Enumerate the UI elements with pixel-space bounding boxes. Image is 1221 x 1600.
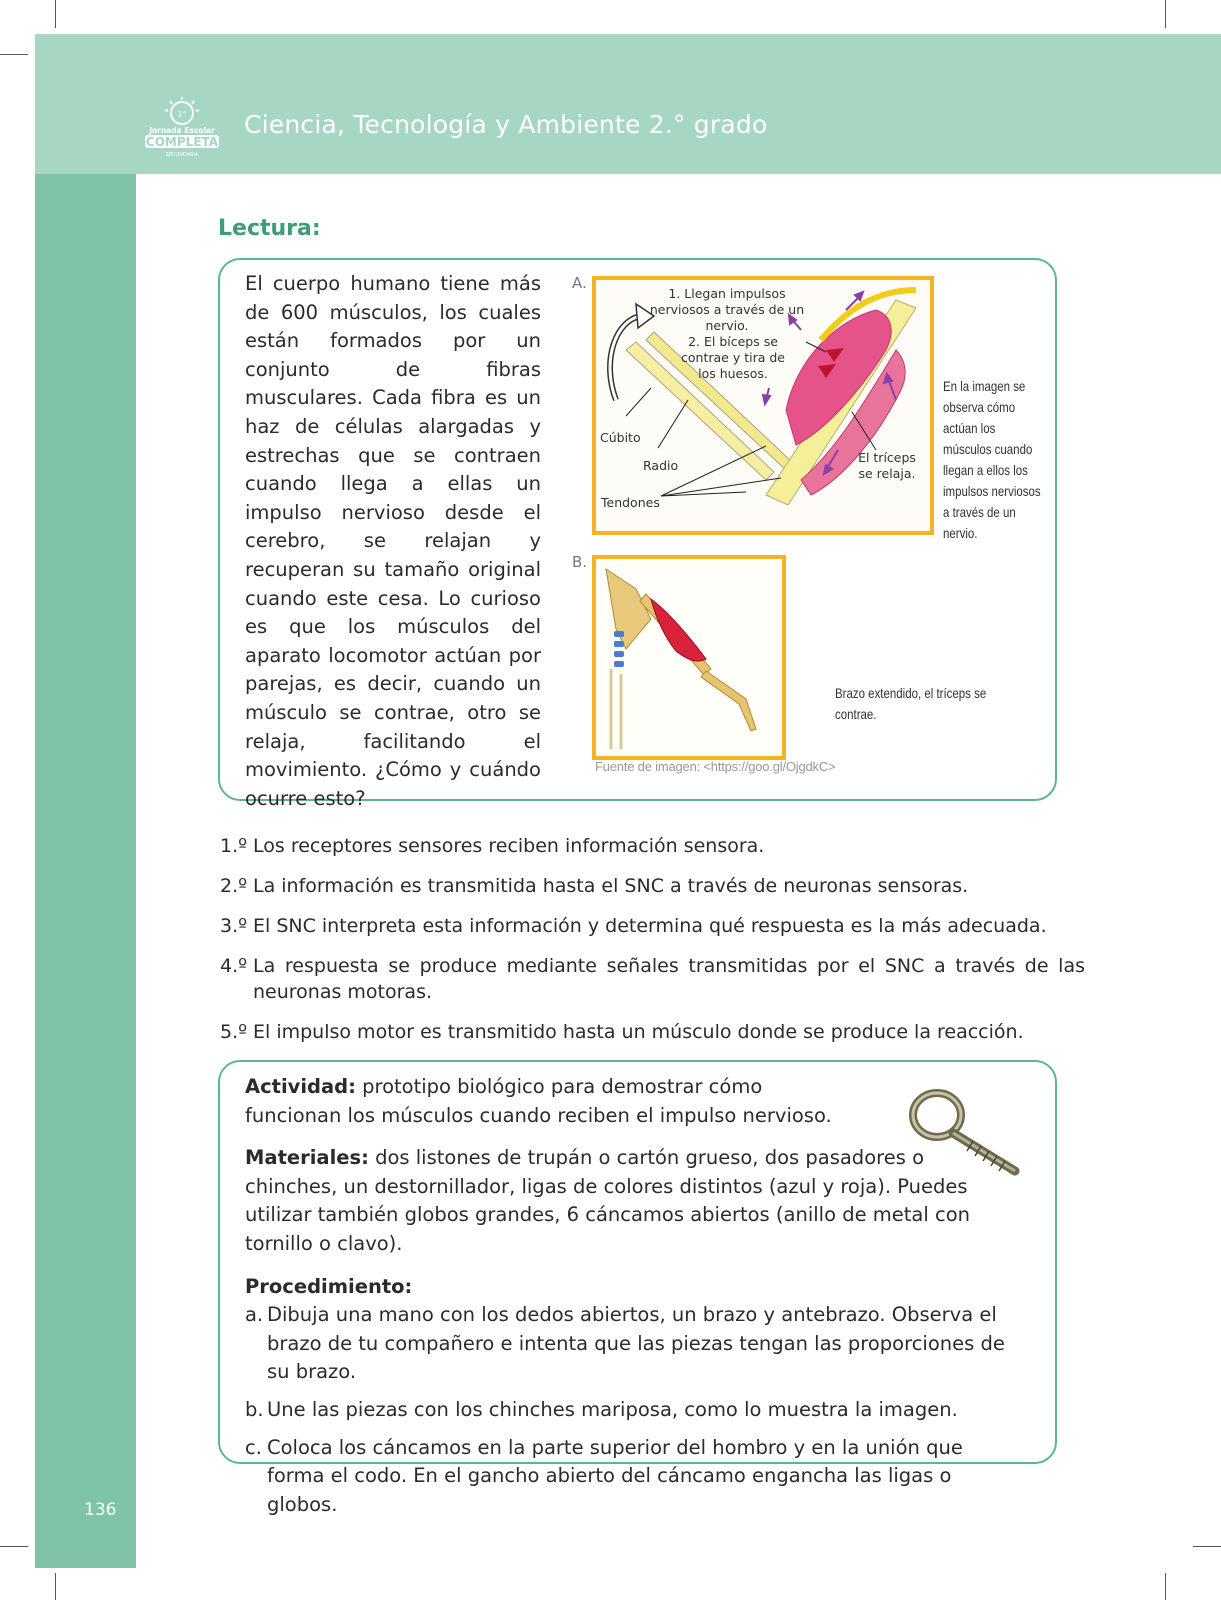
fig-label-triceps: El tríceps se relaja. <box>858 450 916 481</box>
fig-label-radio: Radio <box>643 458 679 473</box>
list-item <box>220 913 1085 939</box>
jornada-escolar-logo <box>143 96 221 158</box>
step-number: 2.º <box>220 875 248 897</box>
fig-label-step2: 2. El bíceps se contrae y tira de los huesos. <box>681 334 785 381</box>
reading-text: El cuerpo humano tiene más de 600 músculos, los cuales están formados por un conjunto de fibras musculares. Cada fibra es un haz de células alargadas y estrechas que se contraen cuando llega a ellas un impulso nervioso desde el cerebro, se relajan y recuperan su tamaño original cuando este cesa. Lo curioso es que los músculos del aparato locomotor actúan por parejas, es decir, cuando un músculo se contrae, otro se relaja, facilitando el movimiento. ¿Cómo y cuándo ocurre esto? <box>245 272 541 810</box>
crop-mark <box>0 54 28 55</box>
list-item <box>245 1434 1020 1520</box>
figure-b-caption: Brazo extendido, el tríceps se contrae. <box>835 685 987 722</box>
activity-content <box>245 1073 1020 1528</box>
step-text: La respuesta se produce mediante señales transmitidas por el SNC a través de las neuronas motoras. <box>253 955 1085 1003</box>
fig-label-tendones: Tendones <box>601 495 660 510</box>
step-number: 1.º <box>220 835 248 857</box>
figure-label-a: A. <box>572 274 587 292</box>
crop-mark <box>55 0 56 28</box>
list-item <box>220 953 1085 1005</box>
procedure-letter: a. <box>245 1303 264 1327</box>
step-number: 5.º <box>220 1021 248 1043</box>
activity-paragraph <box>245 1073 845 1130</box>
list-item <box>245 1301 1020 1387</box>
step-text: La información es transmitida hasta el SNC a través de neuronas sensoras. <box>253 875 969 897</box>
materials-label: Materiales: <box>245 1146 369 1170</box>
svg-text:COMPLETA: COMPLETA <box>145 135 219 149</box>
crop-mark <box>1193 1546 1221 1547</box>
figure-b-arm-triceps <box>592 555 786 760</box>
steps-list <box>220 833 1085 1059</box>
step-text: Los receptores sensores reciben información sensora. <box>253 835 765 857</box>
page-number: 136 <box>84 1500 117 1520</box>
figure-a-caption: En la imagen se observa cómo actúan los músculos cuando llegan a ellos los impulsos nerviosos a través de un nervio. <box>943 378 1041 541</box>
svg-text:SECUNDARIA: SECUNDARIA <box>165 152 199 158</box>
procedure-heading <box>245 1273 1020 1302</box>
activity-label: Actividad: <box>245 1075 356 1098</box>
fig-label-cubito: Cúbito <box>600 430 641 445</box>
list-item <box>245 1396 1020 1425</box>
svg-text:1°: 1° <box>177 110 187 119</box>
crop-mark <box>1165 1573 1166 1600</box>
crop-mark <box>1165 0 1166 28</box>
list-item <box>220 833 1085 859</box>
extended-arm-illustration <box>596 559 782 756</box>
left-sidebar-band <box>35 174 136 1568</box>
procedure-text: Dibuja una mano con los dedos abiertos, un brazo y antebrazo. Observa el brazo de tu compañero e intenta que las piezas tengan las proporciones de su brazo. <box>267 1303 1005 1384</box>
procedure-text: Une las piezas con los chinches mariposa, como lo muestra la imagen. <box>267 1397 958 1421</box>
step-text: El SNC interpreta esta información y determina qué respuesta es la más adecuada. <box>253 915 1047 937</box>
image-source: Fuente de imagen: <https://goo.gl/OjgdkC> <box>595 759 836 774</box>
materials-text: dos listones de trupán o cartón grueso, dos pasadores o chinches, un destornillador, ligas de colores distintos (azul y roja). Puedes utilizar también globos grandes, 6 cáncamos abiertos (anillo de metal con tornillo o clavo). <box>245 1146 970 1255</box>
figure-label-b: B. <box>572 553 588 571</box>
step-number: 4.º <box>220 955 248 977</box>
step-number: 3.º <box>220 915 248 937</box>
list-item <box>220 1019 1085 1045</box>
svg-text:Jornada Escolar: Jornada Escolar <box>149 126 215 135</box>
procedure-label: Procedimiento: <box>245 1274 413 1298</box>
header-title: Ciencia, Tecnología y Ambiente 2.° grado <box>244 110 768 139</box>
activity-text: prototipo biológico para demostrar cómo funcionan los músculos cuando reciben el impulso nervioso. <box>245 1075 832 1127</box>
crop-mark <box>0 1546 28 1547</box>
list-item <box>220 873 1085 899</box>
step-text: El impulso motor es transmitido hasta un músculo donde se produce la reacción. <box>253 1021 1024 1043</box>
crop-mark <box>55 1573 56 1600</box>
materials-paragraph <box>245 1144 1020 1258</box>
procedure-letter: b. <box>245 1397 264 1421</box>
procedure-text: Coloca los cáncamos en la parte superior del hombro y en la unión que forma el codo. En el gancho abierto del cáncamo engancha las ligas o globos. <box>267 1435 963 1516</box>
section-title-lectura: Lectura: <box>218 216 321 241</box>
fig-label-step1: 1. Llegan impulsos nerviosos a través de un nervio. <box>649 286 805 333</box>
procedure-letter: c. <box>245 1435 262 1459</box>
figure-a-arm-biceps <box>592 276 934 535</box>
